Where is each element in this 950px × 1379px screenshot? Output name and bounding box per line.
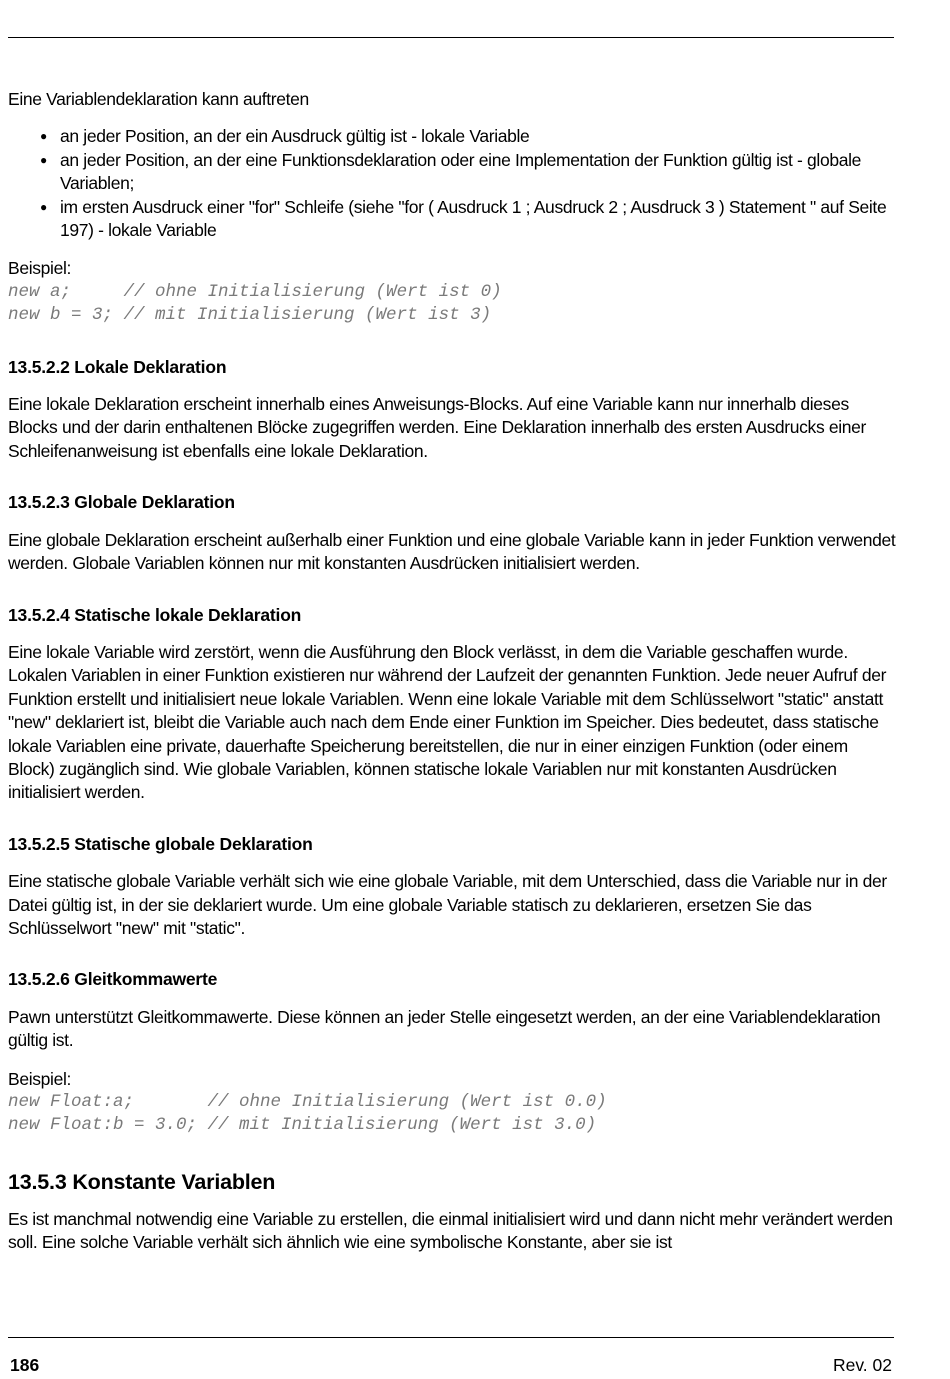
- footer-rule: [8, 1337, 894, 1338]
- section-heading-lokale-deklaration: 13.5.2.2 Lokale Deklaration: [8, 356, 227, 377]
- section-heading-gleitkommawerte: 13.5.2.6 Gleitkommawerte: [8, 969, 218, 990]
- bullet-item: [8, 149, 896, 196]
- revision-label: Rev. 02: [832, 1355, 892, 1375]
- bullet-text: im ersten Ausdruck einer "for" Schleife (siehe "for ( Ausdruck 1 ; Ausdruck 2 ; Ausdruck 3 ) Statement " auf Seite 197) - lokale Variable: [60, 196, 887, 241]
- section-heading-konstante-variablen: 13.5.3 Konstante Variablen: [8, 1169, 276, 1194]
- bullet-dot-icon: ●: [40, 152, 47, 167]
- bullet-item: [8, 196, 896, 243]
- section-heading-globale-deklaration: 13.5.2.3 Globale Deklaration: [8, 492, 235, 513]
- code-line: new a; // ohne Initialisierung (Wert ist 0): [8, 281, 502, 302]
- bullet-text: an jeder Position, an der eine Funktionsdeklaration oder eine Implementation der Funktion gültig ist - globale Variablen;: [60, 149, 862, 194]
- example-label: Beispiel:: [8, 258, 71, 279]
- section-text-globale-deklaration: Eine globale Deklaration erscheint außerhalb einer Funktion und eine globale Variable kann in jeder Funktion verwendet werden. Globale Variablen können nur mit konstanten Ausdrücken initialisiert werden.: [8, 529, 896, 574]
- code-line: new Float:a; // ohne Initialisierung (Wert ist 0.0): [8, 1092, 607, 1112]
- bullet-item: [8, 125, 896, 148]
- code-line: new Float:b = 3.0; // mit Initialisierung (Wert ist 3.0): [8, 1115, 597, 1136]
- intro-paragraph: Eine Variablendeklaration kann auftreten: [8, 89, 309, 109]
- example-label: Beispiel:: [8, 1068, 71, 1089]
- bullet-list: [8, 125, 896, 242]
- code-block: [8, 281, 896, 328]
- section-text-lokale-deklaration: Eine lokale Deklaration erscheint innerhalb eines Anweisungs-Blocks. Auf eine Variable kann nur innerhalb dieses Blocks und der darin enthaltenen Blöcke zugegriffen werden. Eine Deklaration innerhalb des ersten Ausdrucks einer Schleifenanweisung ist ebenfalls eine lokale Deklaration.: [8, 394, 867, 461]
- section-heading-statische-lokale-deklaration: 13.5.2.4 Statische lokale Deklaration: [8, 604, 302, 625]
- page-content: [8, 88, 896, 1255]
- bullet-dot-icon: ●: [40, 129, 47, 144]
- section-text-statische-lokale-deklaration: Eine lokale Variable wird zerstört, wenn die Ausführung den Block verlässt, in dem die Variable geschaffen wurde. Lokalen Variablen in einer Funktion existieren nur während der Laufzeit der genannten Funktion. Jede neuer Aufruf der Funktion erstellt und initialisiert neue lokale Variablen. Wenn eine lokale Variable mit dem Schlüsselwort "static" anstatt "new" deklariert ist, bleibt die Variable auch nach dem Ende einer Funktion im Speicher. Dies bedeutet, dass statische lokale Variablen eine private, dauerhafte Speicherung bereitstellen, die nur in einer einzigen Funktion (oder einem Block) zugänglich sind. Wie globale Variablen, können statische lokale Variablen nur mit konstanten Ausdrücken initialisiert werden.: [8, 641, 887, 803]
- header-rule: [8, 37, 894, 38]
- code-block: [8, 1091, 896, 1138]
- section-text-statische-globale-deklaration: Eine statische globale Variable verhält sich wie eine globale Variable, mit dem Unterschied, dass die Variable nur in der Datei gültig ist, in der sie deklariert wurde. Um eine globale Variable statisch zu deklarieren, ersetzen Sie das Schlüsselwort "new" mit "static".: [8, 871, 887, 938]
- bullet-text: an jeder Position, an der ein Ausdruck gültig ist - lokale Variable: [60, 126, 530, 147]
- bullet-dot-icon: ●: [40, 199, 47, 214]
- section-heading-statische-globale-deklaration: 13.5.2.5 Statische globale Deklaration: [8, 833, 313, 854]
- code-line: new b = 3; // mit Initialisierung (Wert ist 3): [8, 305, 492, 326]
- page-number: 186: [10, 1355, 40, 1375]
- section-text-gleitkommawerte: Pawn unterstützt Gleitkommawerte. Diese können an jeder Stelle eingesetzt werden, an der eine Variablendeklaration gültig ist.: [8, 1006, 881, 1051]
- section-text-konstante-variablen: Es ist manchmal notwendig eine Variable zu erstellen, die einmal initialisiert wird und dann nicht mehr verändert werden soll. Eine solche Variable verhält sich ähnlich wie eine symbolische Konstante, aber sie ist: [8, 1208, 893, 1253]
